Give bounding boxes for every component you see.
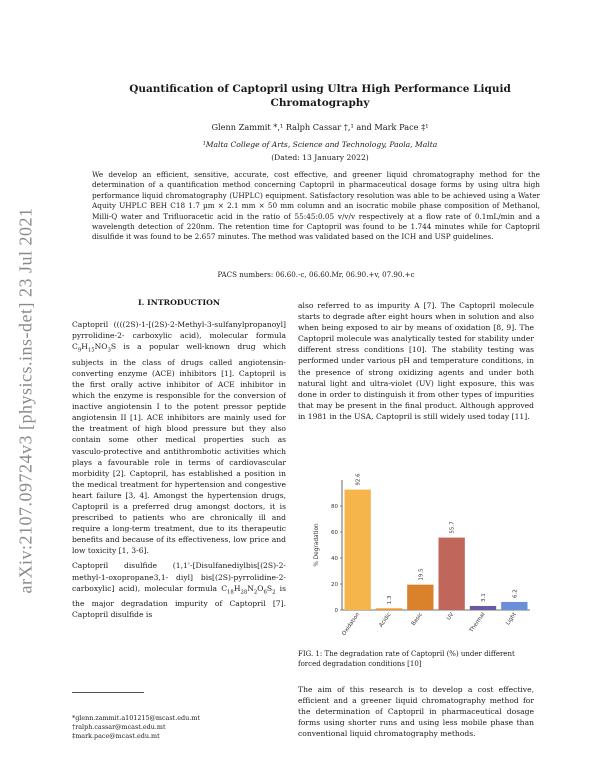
x-category-label: Thermal	[468, 611, 487, 634]
footnotes	[72, 714, 200, 742]
subscript: 9	[77, 347, 82, 354]
y-tick-label: 80	[331, 504, 338, 510]
author-list: Glenn Zammit *,¹ Ralph Cassar †,¹ and Mark Pace ‡¹	[211, 122, 429, 132]
pacs-numbers: PACS numbers: 06.60.-c, 06.60.Mr, 06.90.+v, 07.90.+c	[217, 270, 415, 279]
bar-value-label: 1.3	[387, 595, 393, 605]
footnote-divider	[72, 692, 144, 693]
figure-caption: FIG. 1: The degradation rate of Captopril (%) under different forced degradation conditions [10]	[298, 650, 515, 668]
x-category-label: Light	[505, 611, 518, 627]
y-tick-label: 60	[331, 530, 338, 536]
text-run: Captopril ((((2S)-1-[(2S)-2-Methyl-3-sulfanylpropanoyl] pyrrolidine-2- carboxylic acid), molecular formula C	[72, 320, 286, 352]
x-category-label: Oxidation	[341, 611, 362, 637]
x-category-label: Basic	[410, 611, 424, 628]
subscript: 2	[253, 589, 258, 596]
text-run: Captopril disulfide (1,1'-[Disulfanediylbis[(2S)-2-methyl-1-oxopropane3,1- diyl] bis[(2S)-pyrrolidine-2-carboxylic] acid), molecular formula C	[72, 561, 286, 593]
subscript: 15	[87, 347, 95, 354]
bar-value-label: 92.6	[355, 473, 362, 486]
section-heading-introduction: I. INTRODUCTION	[137, 298, 221, 307]
y-axis-label: % Degradation	[314, 523, 320, 567]
y-tick-label: 20	[331, 582, 338, 588]
introduction-left-column	[72, 319, 286, 674]
text-run: N	[247, 583, 254, 593]
text-run: H	[81, 342, 88, 352]
text-run: H	[233, 583, 241, 593]
bar-thermal	[470, 606, 496, 610]
introduction-right-column-top	[298, 300, 534, 470]
bar-acidic	[376, 608, 402, 610]
text-run: S is a popular well-known drug which subjects in the class of drugs called angiotensin-converting enzyme (ACE) inhibitors [1]. Captopril is the first orally active inhibitor of ACE inhibitor in which the enzyme is responsible for the conversion of inactive angiotensin I to the potent pressor peptide angiotensin II [1]. ACE inhibitors are mainly used for the treatment of high blood pressure but they also contain some other medical properties such as vasculo-protective and antithrombotic activities which plays a favourable role in terms of cardiovascular morbidity [2]. Captopril, has established a position in the medical treatment for hypertension and congestive heart failure [3, 4]. Amongst the hypertension drugs, Captopril is a preferred drug amongst doctors, it is prescribed to patients who are chronically ill and require a long-term treatment, due to its therapeutic benefits and because of its effectiveness, low price and low toxicity [1, 3-6].	[72, 342, 286, 556]
x-category-label: Acidic	[378, 611, 393, 629]
text-run: O	[257, 583, 264, 593]
footnote-email-3: ‡mark.pace@mcast.edu.mt	[72, 732, 160, 741]
y-tick-label: 40	[331, 556, 338, 562]
footnote-email-1: *glenn.zammit.a101215@mcast.edu.mt	[72, 714, 200, 722]
intro-paragraph-4: The aim of this research is to develop a cost effective, efficient and a greener liquid chromatography method for the determination of Captopril in pharmaceutical dosage forms using shorter runs and using less mobile phase than conventional liquid chromatography methods.	[298, 685, 534, 739]
y-tick-label: 0	[334, 608, 338, 614]
text-run: S	[266, 583, 273, 593]
bar-basic	[407, 585, 433, 610]
paper-title: Quantification of Captopril using Ultra High Performance Liquid Chromatography	[129, 83, 511, 109]
text-run: is the major degradation impurity of Captopril [7]. Captopril disulfide is	[72, 583, 286, 620]
arxiv-identifier-text: arXiv:2107.09724v3 [physics.ins-det] 23 Jul 2021	[15, 207, 36, 593]
affiliation: ¹Malta College of Arts, Science and Technology, Paola, Malta	[202, 140, 438, 149]
bar-oxidation	[345, 490, 371, 610]
chart-svg	[290, 472, 540, 650]
subscript: 3	[107, 347, 111, 354]
bar-uv	[439, 538, 465, 610]
x-category-label: UV	[445, 611, 456, 622]
degradation-bar-chart	[290, 472, 540, 650]
subscript: 28	[240, 589, 248, 596]
bar-value-label: 19.5	[418, 568, 425, 581]
subscript: 6	[263, 589, 267, 596]
text-run: NO	[94, 342, 108, 352]
bar-light	[501, 602, 527, 610]
intro-paragraph-3: also referred to as impurity A [7]. The Captopril molecule starts to degrade after eight hours when in solution and also when being exposed to air by means of oxidation [8, 9]. The Captopril molecule was analytically tested for stability under different stress conditions [10]. The stability testing was performed under various pH and temperature conditions, in the presence of strong oxidizing agents and under both natural light and ultra-violet (UV) light exposure, this was done in order to distinguish it from other types of impurities that may be present in the final product. Although approved in 1981 in the USA, Captopril is still widely used today [11].	[298, 301, 534, 421]
footnote-email-2: †ralph.cassar@mcast.edu.mt	[72, 723, 166, 732]
abstract: We develop an efficient, sensitive, accurate, cost effective, and greener liquid chromatography method for the determination of a quantification method concerning Captopril in pharmaceutical dosage forms by using ultra high performance liquid chromatography (UHPLC) equipment. Satisfactory resolution was able to be achieved using a Water Aquity UHPLC BEH C18 1.7 µm × 2.1 mm × 50 mm column and an isocratic mobile phase composition of Methanol, Milli-Q water and Trifluoracetic acid in the ratio of 55:45:0.05 v/v/v respectively at a flow rate of 0.1mL/min and a wavelength detection of 220nm. The retention time for Captopril was found to be 1.744 minutes while for Captopril disulfide it was found to be 2.657 minutes. The method was validated based on the ICH and USP guidelines.	[92, 170, 540, 242]
arxiv-identifier-stamp	[8, 200, 44, 600]
bar-value-label: 3.1	[481, 593, 487, 602]
bar-value-label: 55.7	[449, 521, 456, 534]
intro-paragraph-1	[72, 319, 286, 556]
bar-value-label: 6.2	[512, 589, 519, 598]
subscript: 2	[272, 589, 276, 596]
date-line: (Dated: 13 January 2022)	[271, 153, 369, 162]
introduction-right-column-bottom	[298, 684, 534, 746]
intro-paragraph-2	[72, 560, 286, 620]
subscript: 18	[227, 589, 234, 596]
